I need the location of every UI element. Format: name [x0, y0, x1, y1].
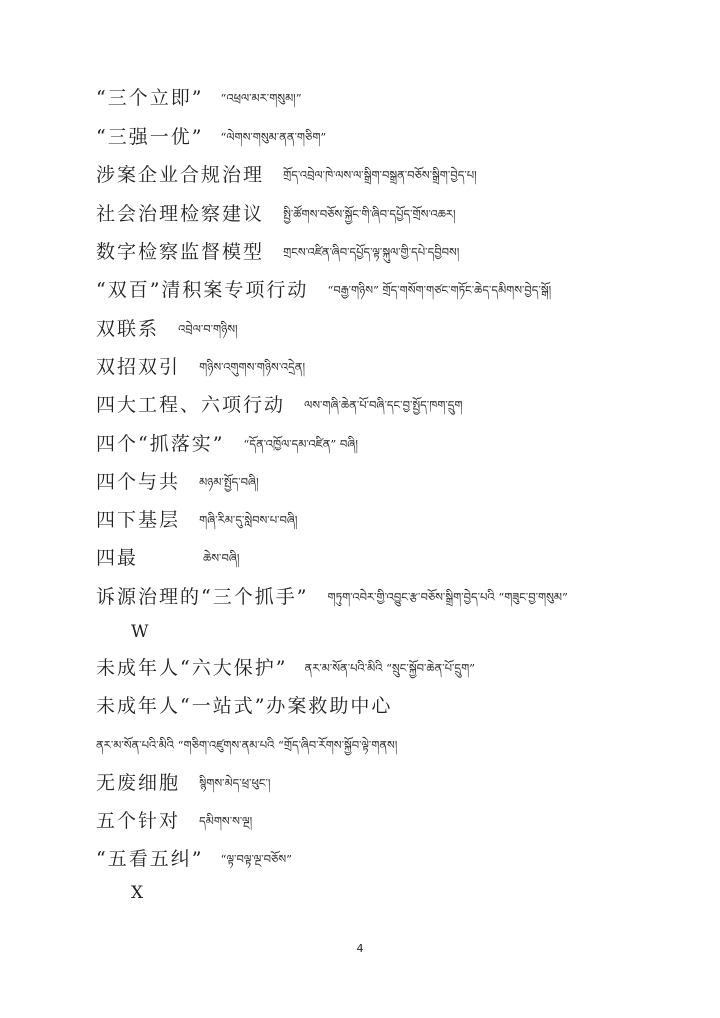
entry-bo: སྤྱི་ཚོགས་བཅོས་སྐྱོང་གི་ཞིབ་དཔྱོད་གྲོས་འཆར། — [283, 207, 456, 221]
entry-liu-da-bao-hu — [96, 651, 475, 685]
entry-si-da-gong-cheng — [96, 388, 463, 422]
entry-bo: གཉིས་འགུགས་གཉིས་འདྲེན། — [199, 360, 306, 374]
section-letter-w: W — [131, 622, 149, 642]
entry-zh: “双百”清积案专项行动 — [96, 279, 309, 301]
entry-zh: 社会治理检察建议 — [96, 203, 265, 225]
entry-bo: “འཕྲལ་མར་གསུམ།” — [220, 91, 302, 105]
entry-zh: 无废细胞 — [96, 772, 181, 794]
entry-si-ge-yu-gong — [96, 465, 259, 499]
entry-bo: “ལེགས་གསུམ་ནན་གཅིག” — [220, 130, 327, 144]
entry-zh: 四个“抓落实” — [96, 433, 225, 455]
entry-si-ge-zhua-luo-shi — [96, 427, 358, 461]
entry-bo: འབྲེལ་བ་གཉིས། — [178, 322, 238, 336]
entry-san-ge-li-ji — [96, 81, 302, 115]
entry-bo: ནར་མ་སོན་པའི་མིའི “སྲུང་སྐྱོབ་ཆེན་པོ་དྲུག” — [304, 661, 476, 675]
entry-wu-ge-zhen-dui — [96, 804, 252, 838]
entry-bo: སྙིགས་མེད་ཕྲ་ཕུང་། — [199, 776, 271, 790]
entry-zh: “五看五纠” — [96, 848, 204, 870]
entry-bo: གྲངས་འཛིན་ཞིབ་དཔྱོད་ལྟ་སྐུལ་གྱི་དཔེ་དབྱིབས། — [283, 245, 460, 259]
entry-she-hui-zhi-li — [96, 197, 456, 231]
entry-zh: 四大工程、六项行动 — [96, 394, 286, 416]
entry-zh: “三个立即” — [96, 87, 204, 109]
entry-bo: ལས་གཞི་ཆེན་པོ་བཞི་དང་བྱ་སྤྱོད་ཁག་དྲུག — [304, 398, 463, 412]
entry-yi-zhan-shi-tibetan — [96, 728, 397, 762]
entry-shuang-bai — [96, 273, 551, 307]
entry-zh: 涉案企业合规治理 — [96, 164, 265, 186]
entry-zh: 数字检察监督模型 — [96, 241, 265, 263]
entry-bo: “བརྒྱ་གཉིས” གྲོད་གསོག་གཙང་གཏོང་ཆེད་དམིགས་བྱེད་སྒོ། — [327, 283, 552, 297]
entry-zh: 双招双引 — [96, 356, 181, 378]
page-number: 4 — [356, 942, 364, 955]
entry-bo: ཆེས་བཞི། — [203, 551, 240, 565]
entry-zh: 四下基层 — [96, 509, 181, 531]
entry-zh: 未成年人“六大保护” — [96, 657, 288, 679]
entry-bo: གྲོད་འབྲེལ་ཁེ་ལས་ལ་སྒྲིག་བསྒྲན་བཅོས་སྒྲིག་བྱེད་པ། — [283, 168, 477, 182]
entry-bo: “ལྟ་བལྟ་ལྔ་བཅོས” — [220, 852, 292, 866]
entry-zh: 未成年人“一站式”办案救助中心 — [96, 695, 393, 717]
entry-si-xia-ji-ceng — [96, 503, 297, 537]
entry-si-zui — [96, 541, 239, 575]
entry-wu-fei-xi-bao — [96, 766, 270, 800]
entry-zh: 四个与共 — [96, 471, 181, 493]
section-letter-x: X — [131, 883, 144, 903]
entry-san-qiang-yi-you — [96, 120, 326, 154]
entry-bo: མཉམ་སྤྱོད་བཞི། — [199, 475, 259, 489]
entry-zh: 诉源治理的“三个抓手” — [96, 586, 309, 608]
entry-shuang-zhao — [96, 350, 305, 384]
entry-bo: གཏུག་འབེར་གྱི་འབྱུང་རྩ་བཅོས་སྒྲིག་བྱེད་པའི “གཟུང་བྱ་གསུམ” — [327, 590, 568, 604]
entry-zh: “三强一优” — [96, 126, 204, 148]
entry-she-an-qi-ye — [96, 158, 477, 192]
entry-shu-zi-jian-cha — [96, 235, 459, 269]
entry-zh: 双联系 — [96, 318, 160, 340]
entry-zh: 四最 — [96, 547, 139, 569]
entry-bo: གཞི་རིམ་དུ་སླེབས་པ་བཞི། — [199, 513, 298, 527]
entry-shuang-lian-xi — [96, 312, 238, 346]
entry-bo: “དོན་འཁྱོལ་དམ་འཛིན” བཞི། — [243, 437, 358, 451]
entry-yi-zhan-shi — [96, 689, 392, 723]
entry-bo: དམིགས་ས་ལྔ། — [199, 814, 253, 828]
entry-su-yuan-zhi-li — [96, 580, 568, 614]
entry-zh: 五个针对 — [96, 810, 181, 832]
entry-wu-kan-wu-jiu — [96, 842, 292, 876]
entry-bo: ནར་མ་སོན་པའི་མིའི “གཅིག་འཛུགས་ནམ་པའི “གྲོད་ཞིབ་རོགས་སྐྱོབ་ལྟེ་གནས། — [96, 738, 398, 752]
